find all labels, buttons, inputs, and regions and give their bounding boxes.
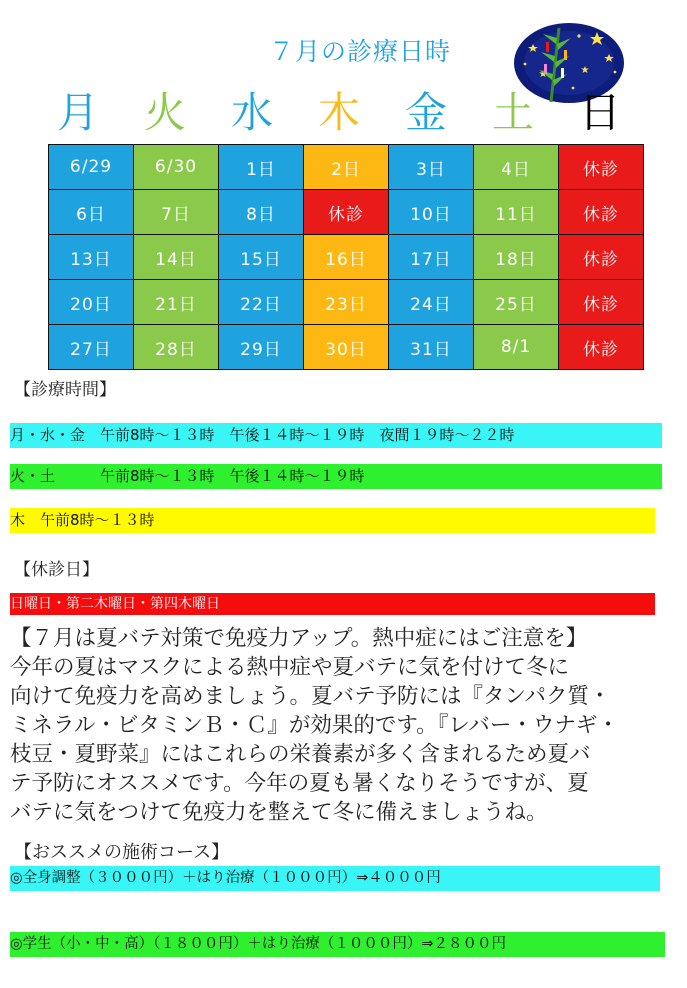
- hours-heading: 【診療時間】: [14, 380, 116, 400]
- calendar-cell-closed: 休診: [559, 280, 644, 325]
- closed-days-line: 日曜日・第二木曜日・第四木曜日: [10, 593, 655, 615]
- article-line: 今年の夏はマスクによる熱中症や夏バテに気を付けて冬に: [10, 655, 570, 680]
- calendar-cell: 2日: [304, 145, 389, 190]
- article-line: 枝豆・夏野菜』にはこれらの栄養素が多く含まれるため夏バ: [10, 742, 591, 767]
- calendar-cell: 29日: [219, 325, 304, 370]
- calendar-cell: 25日: [474, 280, 559, 325]
- course-item-student: ◎学生（小・中・高）（１８００円）＋はり治療（１０００円）⇒２８００円: [10, 932, 665, 957]
- article-headline: 【７月は夏バテ対策で免疫力アップ。熱中症にはご注意を】: [10, 626, 588, 651]
- calendar-cell: 1日: [219, 145, 304, 190]
- hours-line-thu: 木 午前8時〜１３時: [10, 508, 655, 533]
- calendar-cell: 7日: [134, 190, 219, 235]
- calendar-cell-closed: 休診: [559, 145, 644, 190]
- calendar-cell: 13日: [49, 235, 134, 280]
- calendar-cell: 16日: [304, 235, 389, 280]
- calendar-cell: 4日: [474, 145, 559, 190]
- calendar-cell: 18日: [474, 235, 559, 280]
- article-line: 向けて免疫力を高めましょう。夏バテ予防には『タンパク質・: [10, 684, 611, 709]
- calendar-cell: 15日: [219, 235, 304, 280]
- calendar-row: [49, 325, 644, 370]
- calendar-cell: 24日: [389, 280, 474, 325]
- calendar-cell: 8日: [219, 190, 304, 235]
- calendar-cell: 17日: [389, 235, 474, 280]
- calendar-cell: 10日: [389, 190, 474, 235]
- weekday-sun: 日: [578, 88, 621, 137]
- calendar-cell-closed: 休診: [559, 325, 644, 370]
- calendar-cell: 21日: [134, 280, 219, 325]
- weekday-mon: 月: [56, 88, 99, 137]
- weekday-tue: 火: [143, 88, 186, 137]
- weekday-sat: 土: [491, 88, 534, 137]
- calendar-cell: 6/29: [49, 145, 134, 190]
- calendar-cell: 14日: [134, 235, 219, 280]
- calendar-cell-closed: 休診: [559, 235, 644, 280]
- calendar-cell: 28日: [134, 325, 219, 370]
- calendar-cell: 20日: [49, 280, 134, 325]
- calendar-cell: 3日: [389, 145, 474, 190]
- calendar-cell-closed: 休診: [304, 190, 389, 235]
- weekday-wed: 水: [230, 88, 273, 137]
- calendar-row: [49, 190, 644, 235]
- calendar-cell: 8/1: [474, 325, 559, 370]
- hours-line-mon-wed-fri: 月・水・金 午前8時〜１３時 午後１４時〜１９時 夜間１９時〜２２時: [10, 423, 662, 448]
- weekday-header: [44, 88, 644, 138]
- article-line: バテに気をつけて免疫力を整えて冬に備えましょうね。: [10, 800, 548, 825]
- article-body: [10, 624, 670, 827]
- article-line: ミネラル・ビタミンＢ・Ｃ』が効果的です。『レバー・ウナギ・: [10, 713, 619, 738]
- closed-heading: 【休診日】: [14, 560, 99, 580]
- article-line: テ予防にオススメです。今年の夏も暑くなりそうですが、夏: [10, 771, 589, 796]
- course-item-full-body: ◎全身調整（３０００円）＋はり治療（１０００円）⇒４０００円: [10, 866, 660, 891]
- calendar-cell: 6/30: [134, 145, 219, 190]
- page-title: ７月の診療日時: [268, 37, 451, 66]
- courses-heading: 【おススメの施術コース】: [14, 842, 230, 863]
- calendar-cell: 22日: [219, 280, 304, 325]
- calendar-cell: 27日: [49, 325, 134, 370]
- calendar-cell-closed: 休診: [559, 190, 644, 235]
- calendar-cell: 11日: [474, 190, 559, 235]
- calendar-row: [49, 145, 644, 190]
- calendar-table: [48, 144, 644, 370]
- calendar-cell: 30日: [304, 325, 389, 370]
- calendar-cell: 23日: [304, 280, 389, 325]
- calendar-row: [49, 235, 644, 280]
- weekday-thu: 木: [317, 88, 360, 137]
- calendar-cell: 6日: [49, 190, 134, 235]
- calendar-cell: 31日: [389, 325, 474, 370]
- calendar-row: [49, 280, 644, 325]
- weekday-fri: 金: [404, 88, 447, 137]
- hours-line-tue-sat: 火・土 午前8時〜１３時 午後１４時〜１９時: [10, 464, 662, 489]
